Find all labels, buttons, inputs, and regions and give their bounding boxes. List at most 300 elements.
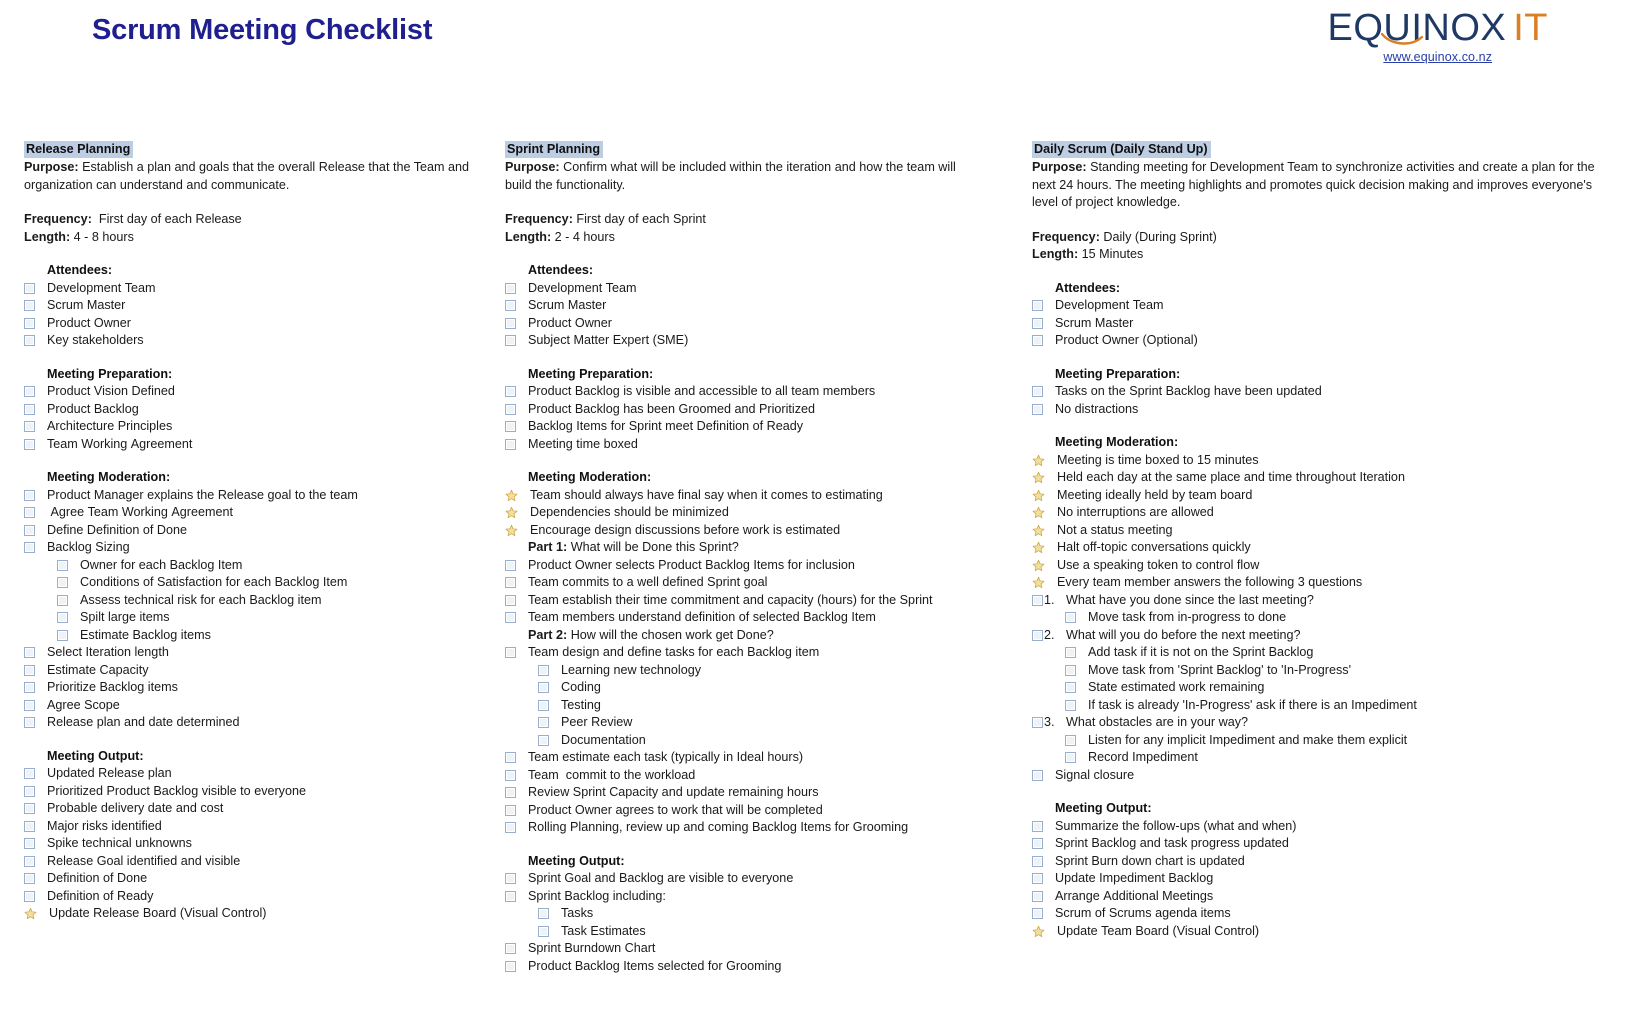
checklist-item-label: Halt off-topic conversations quickly: [1057, 540, 1251, 554]
checklist-item-label: Learning new technology: [561, 662, 702, 677]
checkbox-icon[interactable]: [1032, 386, 1043, 397]
checklist-item-label: Team should always have final say when it comes to estimating: [530, 487, 883, 502]
checklist-item[interactable]: [505, 819, 985, 837]
checkbox-icon[interactable]: [24, 283, 35, 294]
checklist-item[interactable]: [1032, 332, 1612, 350]
star-icon: [505, 506, 518, 519]
checklist-item[interactable]: [1032, 401, 1612, 419]
checklist-item[interactable]: [1032, 732, 1612, 750]
group-heading: Meeting Output:: [47, 748, 144, 763]
checklist-item[interactable]: [1032, 767, 1612, 785]
page-title: Scrum Meeting Checklist: [92, 14, 433, 46]
checkbox-icon[interactable]: [538, 665, 549, 676]
checklist-item-label: Team Working Agreement: [47, 436, 193, 451]
spacer: [24, 246, 479, 262]
checklist-item[interactable]: [505, 383, 985, 401]
checklist-item-label: Sprint Burn down chart is updated: [1055, 853, 1245, 868]
checkbox-icon[interactable]: [505, 595, 516, 606]
checklist-item-label: Move task from 'Sprint Backlog' to 'In-Progress': [1088, 662, 1351, 677]
checklist-item[interactable]: [1032, 888, 1612, 906]
checklist-item-label: Definition of Done: [47, 871, 148, 885]
checklist-item[interactable]: [1032, 297, 1612, 315]
frequency-line: Frequency: Daily (During Sprint): [1032, 229, 1217, 244]
checklist-item-label: Development Team: [528, 280, 637, 295]
checklist-item[interactable]: [1032, 627, 1612, 645]
checklist-item[interactable]: [505, 697, 985, 715]
spacer: [505, 350, 985, 366]
spacer: [24, 732, 479, 748]
checkbox-icon[interactable]: [24, 335, 35, 346]
checklist-item[interactable]: [505, 609, 985, 627]
star-icon: [1032, 454, 1045, 467]
checkbox-icon[interactable]: [505, 891, 516, 902]
checklist-item[interactable]: [1032, 853, 1612, 871]
checkbox-icon[interactable]: [24, 525, 35, 536]
checkbox-icon[interactable]: [57, 595, 68, 606]
checklist-item-label: Signal closure: [1055, 767, 1135, 782]
checklist-item[interactable]: [1032, 609, 1612, 627]
checklist-item[interactable]: [24, 436, 479, 454]
checklist-item-label: Product Backlog has been Groomed and Prioritized: [528, 401, 816, 416]
checklist-item[interactable]: [1032, 574, 1612, 592]
checkbox-icon[interactable]: [24, 507, 35, 518]
checkbox-icon[interactable]: [24, 803, 35, 814]
section-title-daily-scrum: Daily Scrum (Daily Stand Up): [1032, 141, 1211, 158]
checklist-item-label: If task is already 'In-Progress' ask if there is an Impediment: [1088, 697, 1417, 712]
checklist-subheading-label: Part 2: How will the chosen work get Done?: [528, 627, 774, 642]
checklist-item[interactable]: [24, 609, 479, 627]
brand-secondary-text: IT: [1513, 7, 1548, 49]
spacer: [505, 246, 985, 262]
checklist-item[interactable]: [24, 504, 479, 522]
checklist-item[interactable]: [505, 332, 985, 350]
checklist-item[interactable]: [505, 732, 985, 750]
checklist-item-label: Every team member answers the following 3 questions: [1057, 575, 1363, 589]
checklist-item-label: Team design and define tasks for each Backlog item: [528, 645, 820, 659]
checkbox-icon[interactable]: [1065, 612, 1076, 623]
checklist-item[interactable]: [1032, 557, 1612, 575]
checkbox-icon[interactable]: [1032, 908, 1043, 919]
checklist-item[interactable]: [24, 905, 479, 923]
checklist-item[interactable]: [505, 749, 985, 767]
checkbox-icon[interactable]: [505, 770, 516, 781]
checkbox-icon[interactable]: [505, 421, 516, 432]
checklist-item[interactable]: [1032, 592, 1612, 610]
checklist-item-label: Spilt large items: [80, 610, 170, 624]
checklist-item[interactable]: [24, 627, 479, 645]
spacer: [505, 837, 985, 853]
checklist-item-label: Development Team: [47, 280, 156, 295]
checklist-item-label: Not a status meeting: [1057, 522, 1173, 537]
checklist-item-label: Team commit to the workload: [528, 767, 696, 782]
checkbox-icon[interactable]: [1065, 700, 1076, 711]
checkbox-icon[interactable]: [505, 873, 516, 884]
checklist-item[interactable]: [505, 280, 985, 298]
checklist-item-label: What obstacles are in your way?: [1066, 715, 1248, 729]
checklist-item-label: Held each day at the same place and time throughout Iteration: [1057, 470, 1405, 484]
checklist-item-label: Spike technical unknowns: [47, 836, 192, 850]
spacer: [505, 453, 985, 469]
checkbox-icon[interactable]: [24, 700, 35, 711]
checkbox-icon[interactable]: [24, 717, 35, 728]
checklist-item[interactable]: [24, 853, 479, 871]
checkbox-icon[interactable]: [505, 439, 516, 450]
purpose-paragraph: Purpose: Establish a plan and goals that the overall Release that the Team and organization can understand and communicate.: [24, 160, 470, 192]
checklist-item[interactable]: [24, 487, 479, 505]
checklist-item[interactable]: [24, 401, 479, 419]
checkbox-icon[interactable]: [505, 752, 516, 763]
checkbox-icon[interactable]: [57, 612, 68, 623]
checklist-item[interactable]: [1032, 905, 1612, 923]
checkbox-icon[interactable]: [505, 647, 516, 658]
group-heading: Meeting Preparation:: [1055, 366, 1181, 381]
checklist-item-label: Scrum of Scrums agenda items: [1055, 906, 1231, 920]
checklist-item[interactable]: [24, 870, 479, 888]
checklist-item-label: Architecture Principles: [47, 419, 173, 433]
checklist-item-label: Meeting time boxed: [528, 436, 638, 451]
checklist-item[interactable]: [505, 714, 985, 732]
checklist-item[interactable]: [1032, 662, 1612, 680]
group-heading: Meeting Preparation:: [528, 366, 654, 381]
checklist-item-label: Product Owner agrees to work that will be completed: [528, 802, 823, 817]
checklist-item[interactable]: [1032, 697, 1612, 715]
checklist-item-label: Estimate Backlog items: [80, 627, 211, 642]
checkbox-icon[interactable]: [1032, 630, 1043, 641]
group-heading: Meeting Moderation:: [47, 470, 171, 484]
checklist-item[interactable]: [1032, 522, 1612, 540]
checklist-item-label: Define Definition of Done: [47, 522, 188, 537]
checkbox-icon[interactable]: [57, 577, 68, 588]
checkbox-icon[interactable]: [1032, 404, 1043, 415]
checklist-item[interactable]: [24, 697, 479, 715]
checklist-item[interactable]: [505, 940, 985, 958]
group-heading: Attendees:: [1055, 280, 1121, 295]
checklist-item[interactable]: [24, 539, 479, 557]
checkbox-icon[interactable]: [538, 717, 549, 728]
checkbox-icon[interactable]: [57, 560, 68, 571]
checkbox-icon[interactable]: [24, 647, 35, 658]
group-heading: Meeting Output:: [1055, 801, 1152, 815]
section-title-sprint-planning: Sprint Planning: [505, 141, 603, 158]
checklist-item-label: Agree Team Working Agreement: [47, 505, 233, 519]
checklist-item-label: Product Owner: [528, 315, 612, 330]
checklist-item[interactable]: [1032, 383, 1612, 401]
checklist-item[interactable]: [1032, 452, 1612, 470]
checkbox-icon[interactable]: [1032, 873, 1043, 884]
checklist-item[interactable]: [1032, 504, 1612, 522]
checkbox-icon[interactable]: [1065, 752, 1076, 763]
star-icon: [1032, 925, 1045, 938]
checkbox-icon[interactable]: [505, 386, 516, 397]
checklist-item[interactable]: [505, 401, 985, 419]
checklist-item[interactable]: [505, 557, 985, 575]
group-heading: Meeting Moderation:: [528, 470, 652, 484]
checklist-item[interactable]: [505, 662, 985, 680]
checkbox-icon[interactable]: [1032, 318, 1043, 329]
checklist-item-label: Arrange Additional Meetings: [1055, 888, 1214, 903]
checklist-item[interactable]: [505, 767, 985, 785]
checkbox-icon[interactable]: [538, 700, 549, 711]
star-icon: [505, 489, 518, 502]
checklist-item-label: Sprint Goal and Backlog are visible to everyone: [528, 871, 794, 885]
checklist-item-label: Prioritized Product Backlog visible to everyone: [47, 783, 306, 798]
checklist-item[interactable]: [1032, 749, 1612, 767]
checklist-item-label: Backlog Sizing: [47, 540, 130, 554]
checkbox-icon[interactable]: [1032, 821, 1043, 832]
checklist-item[interactable]: [24, 818, 479, 836]
checklist-item[interactable]: [505, 418, 985, 436]
spacer: [1032, 212, 1612, 229]
checklist-item[interactable]: [24, 557, 479, 575]
checkbox-icon[interactable]: [505, 805, 516, 816]
checklist-item-label: Scrum Master: [47, 298, 126, 312]
checkbox-icon[interactable]: [24, 768, 35, 779]
checklist-item-label: Review Sprint Capacity and update remaining hours: [528, 785, 819, 799]
checklist-item-label: Backlog Items for Sprint meet Definition of Ready: [528, 419, 804, 433]
checklist-item-label: Product Vision Defined: [47, 384, 175, 398]
checklist-item-label: Select Iteration length: [47, 645, 169, 659]
checklist-item-label: Task Estimates: [561, 923, 646, 938]
checklist-item[interactable]: [505, 905, 985, 923]
star-icon: [1032, 559, 1045, 572]
checklist-item[interactable]: [505, 784, 985, 802]
checklist-item-label: Scrum Master: [528, 298, 607, 312]
checklist-item[interactable]: [505, 592, 985, 610]
checkbox-icon[interactable]: [1032, 770, 1043, 781]
checklist-item-label: Team members understand definition of selected Backlog Item: [528, 610, 876, 624]
list-number: 2.: [1044, 627, 1055, 642]
checklist-item-label: Conditions of Satisfaction for each Backlog Item: [80, 575, 348, 589]
checklist-item[interactable]: [24, 835, 479, 853]
checklist-item[interactable]: [24, 888, 479, 906]
checklist-item-label: No distractions: [1055, 401, 1139, 416]
checklist-item[interactable]: [1032, 644, 1612, 662]
checklist-item[interactable]: [24, 418, 479, 436]
section-title-release-planning: Release Planning: [24, 141, 133, 158]
checklist-item-label: Product Owner (Optional): [1055, 333, 1198, 347]
checklist-item[interactable]: [24, 592, 479, 610]
column-daily-scrum: [1032, 140, 1612, 940]
checkbox-icon[interactable]: [1065, 735, 1076, 746]
checklist-item-label: Team estimate each task (typically in Ideal hours): [528, 750, 804, 764]
checkbox-icon[interactable]: [505, 283, 516, 294]
checkbox-icon[interactable]: [505, 335, 516, 346]
checkbox-icon[interactable]: [1032, 335, 1043, 346]
checkbox-icon[interactable]: [538, 926, 549, 937]
checkbox-icon[interactable]: [538, 908, 549, 919]
checklist-subheading-label: Part 1: What will be Done this Sprint?: [528, 540, 739, 554]
page-header: [0, 0, 1642, 110]
checkbox-icon[interactable]: [1065, 682, 1076, 693]
checklist-item-label: Agree Scope: [47, 697, 120, 712]
checklist-item[interactable]: [505, 297, 985, 315]
group-heading: Attendees:: [528, 263, 594, 277]
checklist-item[interactable]: [1032, 923, 1612, 941]
star-icon: [1032, 471, 1045, 484]
checklist-item[interactable]: [1032, 714, 1612, 732]
checkbox-icon[interactable]: [505, 612, 516, 623]
checkbox-icon[interactable]: [505, 300, 516, 311]
checklist-item-label: Record Impediment: [1088, 750, 1198, 764]
checkbox-icon[interactable]: [24, 821, 35, 832]
checklist-item-label: Tasks: [561, 906, 594, 920]
checklist-item-label: Release plan and date determined: [47, 715, 240, 729]
checklist-item-label: Update Release Board (Visual Control): [49, 906, 267, 920]
spacer: [1032, 784, 1612, 800]
star-icon: [1032, 524, 1045, 537]
checklist-item[interactable]: [24, 383, 479, 401]
checkbox-icon[interactable]: [505, 318, 516, 329]
checklist-item[interactable]: [505, 487, 985, 505]
checkbox-icon[interactable]: [24, 318, 35, 329]
checklist-item-label: Add task if it is not on the Sprint Backlog: [1088, 645, 1314, 659]
checklist-item-label: Team commits to a well defined Sprint goal: [528, 575, 768, 589]
checkbox-icon[interactable]: [57, 630, 68, 641]
star-icon: [1032, 489, 1045, 502]
checkbox-icon[interactable]: [24, 873, 35, 884]
list-number: 1.: [1044, 592, 1055, 607]
checklist-item[interactable]: [24, 522, 479, 540]
checkbox-icon[interactable]: [505, 404, 516, 415]
checklist-item[interactable]: [1032, 315, 1612, 333]
checklist-subheading: [505, 627, 985, 645]
spacer: [24, 350, 479, 366]
brand-wordmark: [1327, 8, 1548, 48]
checklist-item-label: Listen for any implicit Impediment and make them explicit: [1088, 732, 1408, 747]
checklist-item-label: Coding: [561, 680, 601, 694]
checklist-item[interactable]: [505, 802, 985, 820]
checklist-item[interactable]: [505, 436, 985, 454]
checklist-item[interactable]: [505, 888, 985, 906]
checkbox-icon[interactable]: [24, 665, 35, 676]
checkbox-icon[interactable]: [24, 542, 35, 553]
checklist-item[interactable]: [24, 783, 479, 801]
checklist-item[interactable]: [505, 315, 985, 333]
checklist-item[interactable]: [24, 800, 479, 818]
checklist-item-label: Testing: [561, 697, 601, 712]
checklist-item[interactable]: [24, 332, 479, 350]
spacer: [1032, 350, 1612, 366]
equinox-it-logo: [1327, 8, 1548, 64]
checklist-item[interactable]: [24, 280, 479, 298]
checkbox-icon[interactable]: [505, 961, 516, 972]
checkbox-icon[interactable]: [24, 439, 35, 450]
spacer: [505, 194, 985, 211]
checkbox-icon[interactable]: [505, 943, 516, 954]
checklist-item[interactable]: [505, 958, 985, 976]
checklist-item[interactable]: [505, 574, 985, 592]
checklist-item-label: Product Backlog Items selected for Grooming: [528, 958, 782, 973]
checklist-item-label: Rolling Planning, review up and coming Backlog Items for Grooming: [528, 820, 909, 834]
checkbox-icon[interactable]: [1065, 665, 1076, 676]
checklist-item[interactable]: [505, 870, 985, 888]
checklist-item[interactable]: [24, 297, 479, 315]
checklist-item-label: Development Team: [1055, 298, 1164, 312]
star-icon: [1032, 576, 1045, 589]
checkbox-icon[interactable]: [505, 560, 516, 571]
checkbox-icon[interactable]: [24, 891, 35, 902]
checklist-item[interactable]: [1032, 818, 1612, 836]
length-line: Length: 2 - 4 hours: [505, 229, 615, 244]
checklist-item-label: What have you done since the last meeting?: [1066, 592, 1314, 607]
brand-website-link[interactable]: www.equinox.co.nz: [1383, 50, 1493, 64]
checkbox-icon[interactable]: [24, 838, 35, 849]
checklist-item[interactable]: [24, 662, 479, 680]
checklist-item[interactable]: [1032, 870, 1612, 888]
checkbox-icon[interactable]: [1032, 717, 1043, 728]
checkbox-icon[interactable]: [538, 682, 549, 693]
checklist-item-label: State estimated work remaining: [1088, 680, 1265, 694]
checkbox-icon[interactable]: [24, 856, 35, 867]
checklist-item[interactable]: [1032, 539, 1612, 557]
length-line: Length: 4 - 8 hours: [24, 229, 134, 244]
checklist-item[interactable]: [1032, 679, 1612, 697]
checklist-item[interactable]: [505, 522, 985, 540]
group-heading: Meeting Moderation:: [1055, 435, 1179, 449]
checklist-item-label: Prioritize Backlog items: [47, 680, 178, 694]
checkbox-icon[interactable]: [1032, 300, 1043, 311]
checklist-item-label: Meeting is time boxed to 15 minutes: [1057, 452, 1259, 467]
checklist-item-label: Product Owner: [47, 315, 131, 330]
checkbox-icon[interactable]: [24, 490, 35, 501]
checklist-item[interactable]: [24, 679, 479, 697]
checklist-item-label: Move task from in-progress to done: [1088, 610, 1287, 624]
checkbox-icon[interactable]: [24, 421, 35, 432]
checkbox-icon[interactable]: [24, 404, 35, 415]
checklist-item[interactable]: [24, 714, 479, 732]
checklist-item[interactable]: [505, 923, 985, 941]
checklist-item-label: Key stakeholders: [47, 333, 144, 347]
checkbox-icon[interactable]: [1032, 838, 1043, 849]
checklist-item[interactable]: [24, 315, 479, 333]
checklist-item-label: Meeting ideally held by team board: [1057, 487, 1253, 502]
checklist-item-label: What will you do before the next meeting?: [1066, 627, 1301, 642]
purpose-paragraph: Purpose: Confirm what will be included within the iteration and how the team will build the functionality.: [505, 160, 956, 192]
checkbox-icon[interactable]: [505, 577, 516, 588]
checklist-item-label: Estimate Capacity: [47, 662, 149, 677]
checkbox-icon[interactable]: [505, 787, 516, 798]
checklist-item-label: Documentation: [561, 732, 646, 747]
star-icon: [1032, 506, 1045, 519]
checkbox-icon[interactable]: [538, 735, 549, 746]
checkbox-icon[interactable]: [24, 682, 35, 693]
checkbox-icon[interactable]: [24, 786, 35, 797]
checklist-item[interactable]: [505, 644, 985, 662]
star-icon: [24, 907, 37, 920]
checklist-item-label: No interruptions are allowed: [1057, 505, 1214, 519]
checklist-item-label: Scrum Master: [1055, 315, 1134, 330]
checklist-item[interactable]: [505, 679, 985, 697]
star-icon: [505, 524, 518, 537]
checklist-item[interactable]: [505, 504, 985, 522]
checklist-item[interactable]: [24, 644, 479, 662]
checklist-item[interactable]: [1032, 487, 1612, 505]
checklist-item[interactable]: [24, 765, 479, 783]
checkbox-icon[interactable]: [505, 822, 516, 833]
purpose-paragraph: Purpose: Standing meeting for Development Team to synchronize activities and create a plan for the next 24 hours. The meeting highlights and promotes quick decision making and improves everyone's level of project knowledge.: [1032, 160, 1595, 209]
checklist-item[interactable]: [1032, 835, 1612, 853]
star-icon: [1032, 541, 1045, 554]
column-release-planning: [24, 140, 479, 923]
checkbox-icon[interactable]: [1065, 647, 1076, 658]
checklist-item[interactable]: [1032, 469, 1612, 487]
checklist-item[interactable]: [24, 574, 479, 592]
checkbox-icon[interactable]: [24, 300, 35, 311]
checkbox-icon[interactable]: [24, 386, 35, 397]
checkbox-icon[interactable]: [1032, 595, 1043, 606]
checkbox-icon[interactable]: [1032, 856, 1043, 867]
checkbox-icon[interactable]: [1032, 891, 1043, 902]
